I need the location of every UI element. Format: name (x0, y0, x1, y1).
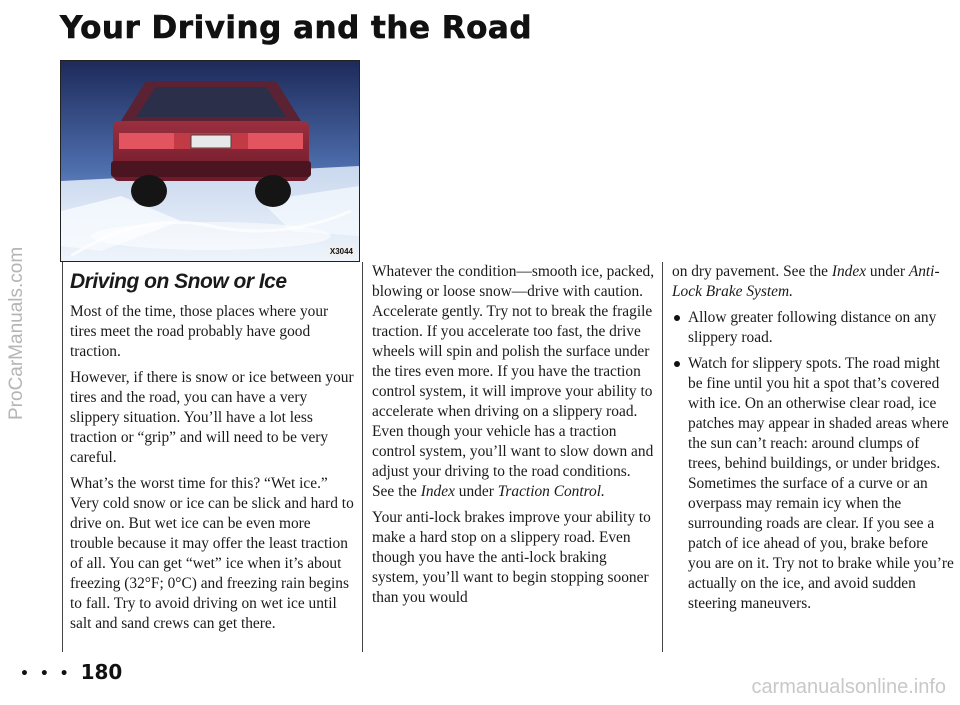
paragraph (672, 262, 954, 302)
bottom-watermark: carmanualsonline.info (751, 676, 946, 698)
bullet-text: Watch for slippery spots. The road might be fine until you hit a spot that’s covered with ice. On an otherwise clear road, ice patches may appear in shaded areas where the sun can’t reach: around clumps of trees, behind buildings, or under bridges. Sometimes the surface of a curve or an overpass may remain icy when the surrounding roads are clear. If you see a patch of ice ahead of you, brake before you are on it. Try not to brake while you’re actually on the ice, and avoid sudden steering maneuvers. (688, 355, 954, 612)
paragraph-text: Whatever the condition—smooth ice, packed, blowing or loose snow—drive with caution. Accelerate gently. Try not to break the fragile traction. If you accelerate too fast, the drive wheels will spin and polish the surface under the tires even more. If you have the traction control system, it will improve your ability to accelerate when driving on a slippery road. Even though your vehicle has a traction control system, you’ll want to slow down and adjust your driving to the road conditions. See the (372, 263, 655, 500)
bullet-icon (674, 315, 680, 321)
bullet-item (672, 354, 954, 614)
paragraph: What’s the worst time for this? “Wet ice.” Very cold snow or ice can be slick and hard to drive on. But wet ice can be even more trouble because it may offer the least traction of all. You can get “wet” ice when it’s about freezing (32°F; 0°C) and freezing rain begins to fall. Try to avoid driving on wet ice until salt and sand crews can get there. (70, 475, 354, 632)
topic-reference: Traction Control. (497, 483, 605, 500)
paragraph: Most of the time, those places where your tires meet the road probably have good traction. (70, 303, 329, 360)
bullet-text: Allow greater following distance on any slippery road. (688, 309, 937, 346)
column-divider-3 (662, 262, 663, 652)
paragraph-text: on dry pavement. See the (672, 263, 828, 280)
footer-dots: • • • (20, 665, 72, 682)
paragraph (372, 262, 656, 502)
side-watermark: ProCarManuals.com (6, 246, 27, 420)
under-text: under (458, 483, 494, 500)
bullet-item (672, 308, 954, 348)
paragraph: Your anti-lock brakes improve your ability to make a hard stop on a slippery road. Even though you have the anti-lock braking system, you’ll want to begin stopping sooner than you would (372, 509, 651, 606)
section-heading: Driving on Snow or Ice (70, 270, 287, 293)
page-title: Your Driving and the Road (60, 10, 533, 46)
illustration-code: X3044 (329, 247, 353, 256)
page-footer (20, 660, 122, 684)
topic-reference: Anti-Lock Brake System. (672, 263, 940, 300)
column-divider-1 (62, 262, 63, 652)
car-illustration (60, 60, 360, 262)
bullet-icon (674, 361, 680, 367)
column-1 (70, 262, 358, 640)
page-number: 180 (80, 660, 123, 684)
index-reference: Index (420, 483, 455, 500)
paragraph: However, if there is snow or ice between your tires and the road, you can have a very slippery situation. You’ll have a lot less traction or “grip” and will need to be very careful. (70, 369, 354, 466)
car-rear-snow-image (61, 61, 359, 261)
column-divider-2 (362, 262, 363, 652)
under-text: under (869, 263, 905, 280)
column-2 (372, 262, 656, 614)
column-3 (672, 262, 954, 620)
index-reference: Index (831, 263, 867, 280)
